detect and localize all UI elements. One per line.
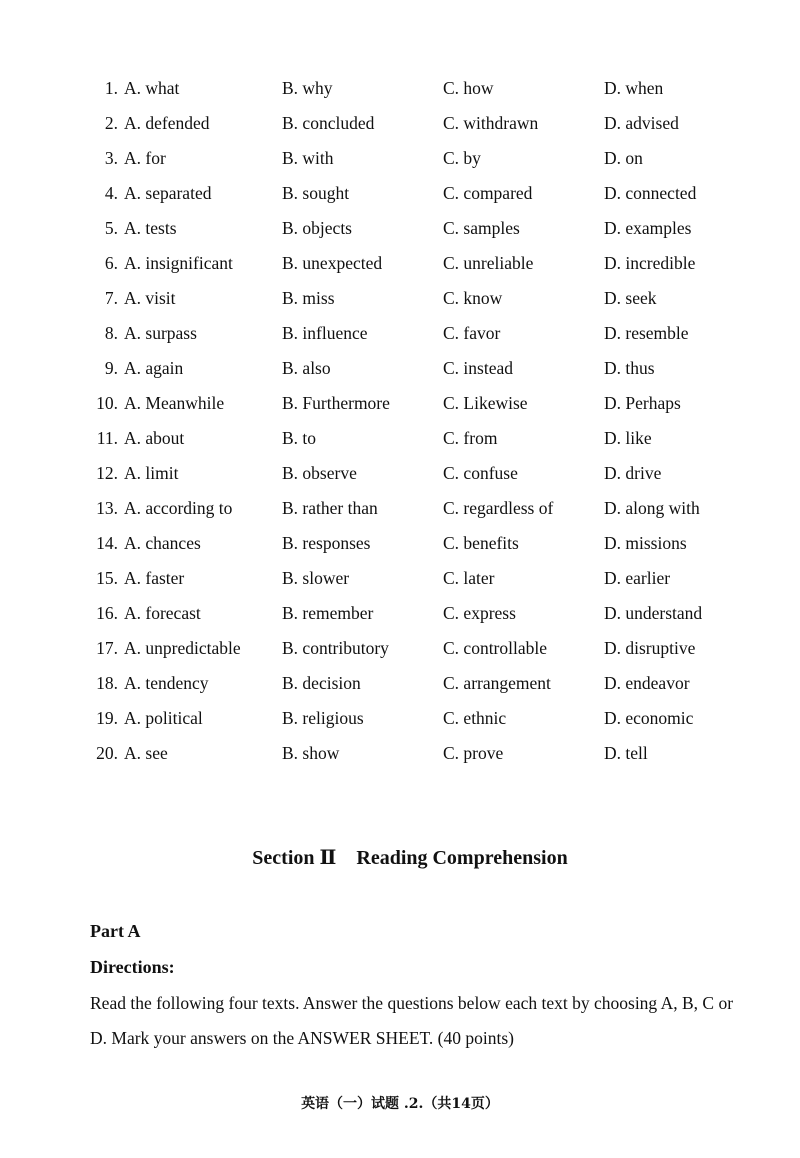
option-d: D. like: [604, 428, 652, 448]
option-a: A. unpredictable: [124, 638, 241, 658]
question-row: [0, 701, 800, 736]
option-c: C. how: [443, 78, 494, 98]
option-c: C. regardless of: [443, 498, 554, 518]
question-row: [0, 176, 800, 211]
option-b: B. concluded: [282, 113, 375, 133]
option-c: C. favor: [443, 323, 501, 343]
question-row: [0, 526, 800, 561]
option-c: C. controllable: [443, 638, 548, 658]
option-a: A. chances: [124, 533, 201, 553]
question-number: 16.: [96, 603, 118, 623]
section-title: Section Ⅱ Reading Comprehension: [252, 847, 568, 869]
question-number: 2.: [104, 113, 118, 133]
question-number: 10.: [96, 393, 118, 413]
page-footer: 英语（一）试题 .2.（共14页）: [301, 1096, 499, 1112]
option-c: C. know: [443, 288, 503, 308]
question-row: [0, 106, 800, 141]
directions-text: Read the following four texts. Answer the questions below each text by choosing A, B, C or D. Mark your answers on the ANSWER SHEET. (40 points): [90, 993, 734, 1048]
option-b: B. show: [282, 743, 340, 763]
option-d: D. missions: [604, 533, 687, 553]
option-a: A. insignificant: [124, 253, 233, 273]
option-a: A. faster: [124, 568, 185, 588]
option-b: B. sought: [282, 183, 350, 203]
question-number: 11.: [96, 428, 118, 448]
option-a: A. for: [124, 148, 166, 168]
option-b: B. objects: [282, 218, 352, 238]
option-d: D. earlier: [604, 568, 671, 588]
option-c: C. express: [443, 603, 516, 623]
question-number: 9.: [104, 358, 118, 378]
option-d: D. Perhaps: [604, 393, 681, 413]
question-number: 19.: [96, 708, 118, 728]
option-a: A. political: [124, 708, 203, 728]
option-b: B. slower: [282, 568, 350, 588]
option-b: B. Furthermore: [282, 393, 390, 413]
question-number: 15.: [96, 568, 118, 588]
option-c: C. ethnic: [443, 708, 507, 728]
question-row: [0, 561, 800, 596]
option-a: A. defended: [124, 113, 210, 133]
option-c: C. benefits: [443, 533, 519, 553]
option-c: C. withdrawn: [443, 113, 539, 133]
option-d: D. on: [604, 148, 643, 168]
option-d: D. seek: [604, 288, 657, 308]
option-d: D. understand: [604, 603, 703, 623]
option-c: C. later: [443, 568, 495, 588]
option-d: D. resemble: [604, 323, 689, 343]
question-row: [0, 211, 800, 246]
option-a: A. tendency: [124, 673, 209, 693]
option-d: D. advised: [604, 113, 679, 133]
option-b: B. responses: [282, 533, 371, 553]
option-c: C. prove: [443, 743, 504, 763]
option-b: B. to: [282, 428, 317, 448]
option-c: C. unreliable: [443, 253, 534, 273]
question-number: 1.: [104, 78, 118, 98]
option-c: C. by: [443, 148, 481, 168]
question-row: [0, 596, 800, 631]
option-c: C. confuse: [443, 463, 518, 483]
question-row: [0, 141, 800, 176]
option-a: A. Meanwhile: [124, 393, 225, 413]
question-row: [0, 386, 800, 421]
question-number: 20.: [96, 743, 118, 763]
directions-label: Directions:: [90, 957, 175, 977]
option-b: B. influence: [282, 323, 368, 343]
option-a: A. visit: [124, 288, 176, 308]
option-a: A. about: [124, 428, 185, 448]
option-b: B. decision: [282, 673, 361, 693]
question-row: [0, 316, 800, 351]
question-row: [0, 631, 800, 666]
option-b: B. remember: [282, 603, 374, 623]
option-d: D. disruptive: [604, 638, 696, 658]
option-b: B. observe: [282, 463, 357, 483]
option-a: A. separated: [124, 183, 212, 203]
option-d: D. when: [604, 78, 664, 98]
option-c: C. from: [443, 428, 498, 448]
option-b: B. contributory: [282, 638, 389, 658]
option-a: A. tests: [124, 218, 177, 238]
option-b: B. miss: [282, 288, 335, 308]
option-d: D. along with: [604, 498, 700, 518]
option-a: A. see: [124, 743, 168, 763]
question-number: 3.: [104, 148, 118, 168]
question-number: 12.: [96, 463, 118, 483]
question-number: 7.: [104, 288, 118, 308]
option-a: A. what: [124, 78, 180, 98]
option-d: D. connected: [604, 183, 697, 203]
option-b: B. religious: [282, 708, 364, 728]
option-a: A. limit: [124, 463, 179, 483]
question-row: [0, 456, 800, 491]
cloze-options-list: [0, 71, 800, 771]
option-a: A. according to: [124, 498, 233, 518]
question-row: [0, 736, 800, 771]
question-number: 17.: [96, 638, 118, 658]
option-c: C. arrangement: [443, 673, 551, 693]
option-d: D. economic: [604, 708, 694, 728]
question-number: 8.: [104, 323, 118, 343]
option-d: D. tell: [604, 743, 648, 763]
option-c: C. Likewise: [443, 393, 528, 413]
option-d: D. examples: [604, 218, 692, 238]
question-row: [0, 281, 800, 316]
option-b: B. why: [282, 78, 333, 98]
option-a: A. surpass: [124, 323, 197, 343]
question-row: [0, 71, 800, 106]
option-d: D. endeavor: [604, 673, 690, 693]
question-row: [0, 351, 800, 386]
question-number: 18.: [96, 673, 118, 693]
option-d: D. incredible: [604, 253, 696, 273]
question-number: 6.: [104, 253, 118, 273]
option-d: D. drive: [604, 463, 662, 483]
question-number: 13.: [96, 498, 118, 518]
question-row: [0, 491, 800, 526]
option-b: B. unexpected: [282, 253, 383, 273]
option-c: C. instead: [443, 358, 513, 378]
question-number: 14.: [96, 533, 118, 553]
question-row: [0, 421, 800, 456]
question-row: [0, 666, 800, 701]
question-number: 4.: [104, 183, 118, 203]
option-c: C. samples: [443, 218, 520, 238]
question-number: 5.: [104, 218, 118, 238]
part-title: Part A: [90, 921, 141, 941]
question-row: [0, 246, 800, 281]
option-b: B. with: [282, 148, 334, 168]
option-d: D. thus: [604, 358, 655, 378]
option-c: C. compared: [443, 183, 533, 203]
option-a: A. forecast: [124, 603, 201, 623]
option-b: B. rather than: [282, 498, 378, 518]
option-b: B. also: [282, 358, 331, 378]
option-a: A. again: [124, 358, 184, 378]
